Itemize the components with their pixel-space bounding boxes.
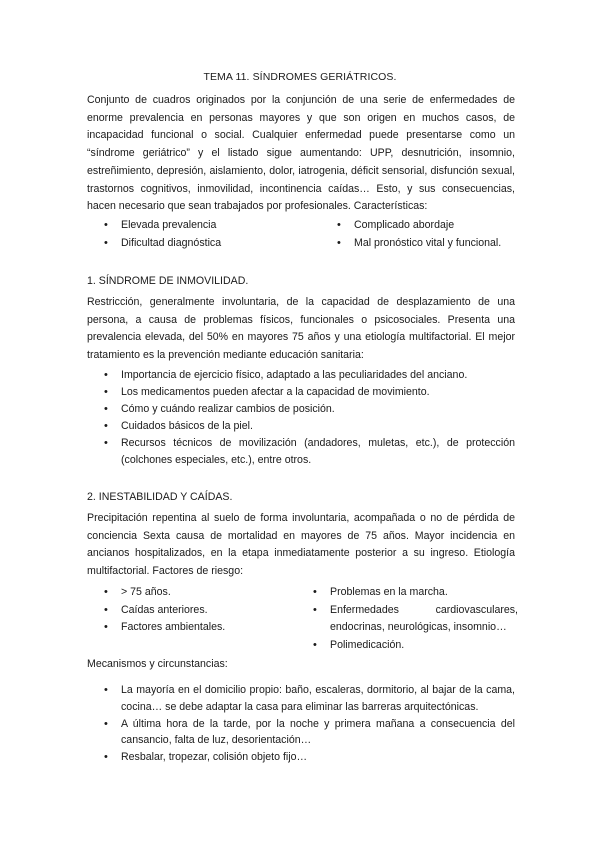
section-heading: 2. INESTABILIDAD Y CAÍDAS. — [87, 491, 233, 503]
list-item: • Recursos técnicos de movilización (andadores, muletas, etc.), de protección (colchones especiales, etc.), entre otros. — [104, 435, 515, 469]
list-item: • Caídas anteriores. — [104, 602, 294, 620]
mechanisms-label: Mecanismos y circunstancias: — [87, 658, 228, 670]
characteristics-list-left — [104, 217, 314, 252]
immobility-list — [104, 367, 515, 469]
list-item: • Polimedicación. — [313, 637, 518, 655]
risk-factors-list-left — [104, 584, 294, 637]
list-item: • A última hora de la tarde, por la noche y primera mañana a consecuencia del cansancio, falta de luz, desorientación… — [104, 716, 515, 750]
list-item: • Elevada prevalencia — [104, 217, 314, 235]
list-item: • Cómo y cuándo realizar cambios de posición. — [104, 401, 515, 418]
list-item: • Factores ambientales. — [104, 619, 294, 637]
list-item: • > 75 años. — [104, 584, 294, 602]
list-item: • Enfermedades cardiovasculares, endocrinas, neurológicas, insomnio… — [313, 602, 518, 637]
list-item: • Mal pronóstico vital y funcional. — [337, 235, 522, 253]
section-paragraph: Restricción, generalmente involuntaria, de la capacidad de desplazamiento de una persona, a causa de problemas físicos, funcionales o psicosociales. Presenta una prevalencia elevada, del 50% en mayores 75 años y una etiología multifactorial. El mejor tratamiento es la prevención mediante educación sanitaria: — [87, 296, 515, 362]
characteristics-list-right — [337, 217, 522, 252]
list-item: • Cuidados básicos de la piel. — [104, 418, 515, 435]
list-item: • Importancia de ejercicio físico, adaptado a las peculiaridades del anciano. — [104, 367, 515, 384]
mechanisms-list — [104, 682, 515, 766]
section-heading: 1. SÍNDROME DE INMOVILIDAD. — [87, 275, 249, 287]
section-paragraph: Precipitación repentina al suelo de forma involuntaria, acompañada o no de pérdida de conciencia Sexta causa de mortalidad en mayores de 75 años. Mayor incidencia en ancianos hospitalizados, en la etapa inmediatamente posterior a su ingreso. Etiología multifactorial. Factores de riesgo: — [87, 512, 515, 578]
list-item: • Los medicamentos pueden afectar a la capacidad de movimiento. — [104, 384, 515, 401]
intro-paragraph: Conjunto de cuadros originados por la conjunción de una serie de enfermedades de enorme prevalencia en personas mayores y que son origen en muchos casos, de incapacidad funcional o social. Cualquier enfermedad puede presentarse como un “síndrome geriátrico” y el listado sigue aumentando: UPP, desnutrición, insomnio, estreñimiento, depresión, aislamiento, dolor, iatrogenia, déficit sensorial, disfunción sexual, trastornos cognitivos, inmovilidad, incontinencia caídas… Esto, y sus consecuencias, hacen necesario que sean trabajados por profesionales. Características: — [87, 94, 515, 213]
risk-factors-list-right — [313, 584, 518, 654]
list-item: • Problemas en la marcha. — [313, 584, 518, 602]
list-item: • Resbalar, tropezar, colisión objeto fijo… — [104, 749, 515, 766]
list-item: • La mayoría en el domicilio propio: baño, escaleras, dormitorio, al bajar de la cama, cocina… se debe adaptar la casa para eliminar las barreras arquitectónicas. — [104, 682, 515, 716]
list-item: • Complicado abordaje — [337, 217, 522, 235]
list-item: • Dificultad diagnóstica — [104, 235, 314, 253]
page-title: TEMA 11. SÍNDROMES GERIÁTRICOS. — [203, 71, 397, 83]
